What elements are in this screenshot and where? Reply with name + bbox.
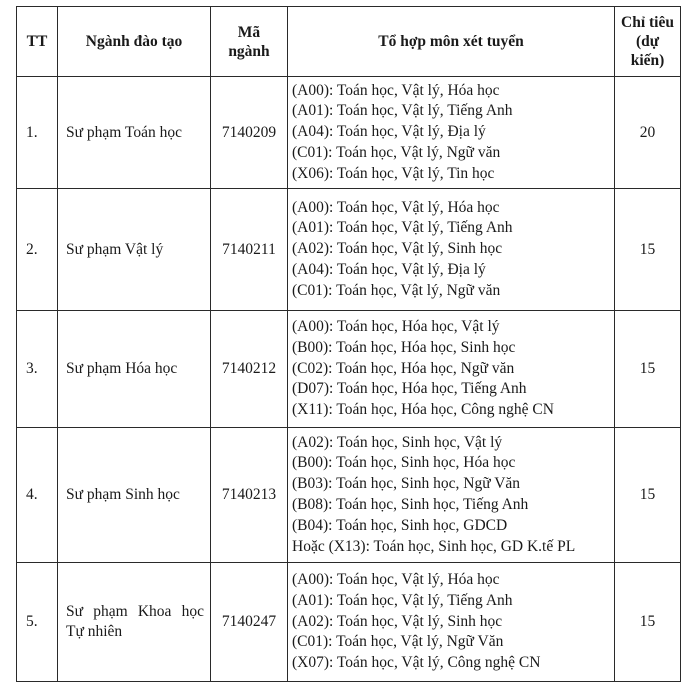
program-name: Sư phạm Vật lý	[58, 189, 211, 311]
header-program: Ngành đào tạo	[58, 7, 211, 77]
combo-item: (C01): Toán học, Vật lý, Ngữ Văn	[292, 633, 504, 651]
row-number: 2.	[17, 189, 58, 311]
header-code	[211, 7, 288, 77]
combo-item: (A02): Toán học, Sinh học, Vật lý	[292, 433, 503, 451]
row-number: 3.	[17, 311, 58, 428]
program-code: 7140212	[211, 311, 288, 428]
program-name-line1: Sư phạm Khoa học	[66, 603, 204, 620]
combo-item: (B00): Toán học, Sinh học, Hóa học	[292, 454, 516, 472]
table-row	[17, 77, 681, 189]
admissions-table	[16, 6, 681, 682]
program-name: Sư phạm Toán học	[58, 77, 211, 189]
program-code: 7140213	[211, 428, 288, 563]
quota-value: 15	[615, 311, 681, 428]
program-name-line2: Tự nhiên	[66, 623, 123, 640]
header-quota-line2: (dự	[635, 33, 660, 50]
combo-item: (A04): Toán học, Vật lý, Địa lý	[292, 260, 486, 278]
combo-item: (C01): Toán học, Vật lý, Ngữ văn	[292, 143, 501, 161]
subject-combinations	[288, 563, 615, 682]
row-number: 4.	[17, 428, 58, 563]
header-combos: Tổ hợp môn xét tuyển	[288, 7, 615, 77]
subject-combinations	[288, 311, 615, 428]
quota-value: 15	[615, 189, 681, 311]
subject-combinations	[288, 428, 615, 563]
header-row	[17, 7, 681, 77]
quota-value: 20	[615, 77, 681, 189]
header-tt: TT	[17, 7, 58, 77]
combo-item: (A02): Toán học, Vật lý, Sinh học	[292, 240, 503, 258]
combo-item: (A00): Toán học, Vật lý, Hóa học	[292, 81, 500, 99]
table-row	[17, 428, 681, 563]
program-code: 7140209	[211, 77, 288, 189]
program-name	[58, 563, 211, 682]
subject-combinations	[288, 77, 615, 189]
program-code: 7140247	[211, 563, 288, 682]
quota-value: 15	[615, 428, 681, 563]
table-row	[17, 563, 681, 682]
combo-item: (A01): Toán học, Vật lý, Tiếng Anh	[292, 591, 513, 609]
combo-item: (B03): Toán học, Sinh học, Ngữ Văn	[292, 475, 521, 493]
combo-item: (X06): Toán học, Vật lý, Tin học	[292, 164, 495, 182]
row-number: 1.	[17, 77, 58, 189]
program-name: Sư phạm Hóa học	[58, 311, 211, 428]
program-name: Sư phạm Sinh học	[58, 428, 211, 563]
combo-item: (A00): Toán học, Vật lý, Hóa học	[292, 198, 500, 216]
header-quota	[615, 7, 681, 77]
subject-combinations	[288, 189, 615, 311]
combo-item: (X11): Toán học, Hóa học, Công nghệ CN	[292, 401, 554, 419]
combo-item: (A00): Toán học, Hóa học, Vật lý	[292, 318, 500, 335]
header-quota-line3: kiến)	[630, 52, 665, 69]
combo-item: (B08): Toán học, Sinh học, Tiếng Anh	[292, 496, 529, 513]
table-row	[17, 311, 681, 428]
header-code-line2: ngành	[228, 42, 270, 60]
program-code: 7140211	[211, 189, 288, 311]
combo-item: (C02): Toán học, Hóa học, Ngữ văn	[292, 359, 515, 377]
combo-item: Hoặc (X13): Toán học, Sinh học, GD K.tế PL	[292, 537, 576, 555]
combo-item: (C01): Toán học, Vật lý, Ngữ văn	[292, 281, 501, 299]
combo-item: (A02): Toán học, Vật lý, Sinh học	[292, 612, 503, 630]
combo-item: (A00): Toán học, Vật lý, Hóa học	[292, 571, 500, 588]
combo-item: (A04): Toán học, Vật lý, Địa lý	[292, 123, 486, 141]
header-quota-line1: Chỉ tiêu	[621, 14, 674, 31]
row-number: 5.	[17, 563, 58, 682]
combo-item: (B04): Toán học, Sinh học, GDCD	[292, 516, 508, 534]
combo-item: (D07): Toán học, Hóa học, Tiếng Anh	[292, 380, 527, 398]
combo-item: (A01): Toán học, Vật lý, Tiếng Anh	[292, 219, 513, 237]
combo-item: (A01): Toán học, Vật lý, Tiếng Anh	[292, 102, 513, 120]
quota-value: 15	[615, 563, 681, 682]
combo-item: (B00): Toán học, Hóa học, Sinh học	[292, 338, 516, 356]
combo-item: (X07): Toán học, Vật lý, Công nghệ CN	[292, 654, 541, 672]
header-code-line1: Mã	[237, 23, 261, 41]
table-row	[17, 189, 681, 311]
